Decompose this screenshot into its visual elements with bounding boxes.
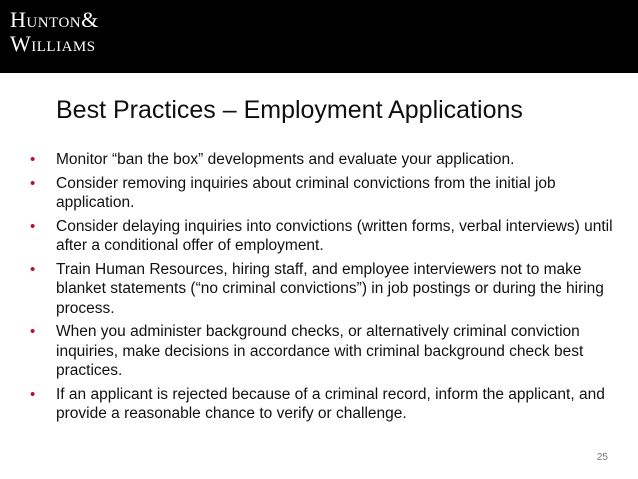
bullet-icon: • — [30, 217, 36, 235]
bullet-icon: • — [30, 174, 36, 192]
bullet-item — [28, 322, 618, 381]
bullet-item — [28, 260, 618, 319]
bullet-text: If an applicant is rejected because of a criminal record, inform the applicant, and provide a reasonable chance to verify or challenge. — [56, 385, 605, 422]
bullet-icon: • — [30, 151, 36, 168]
slide-title: Best Practices – Employment Applications — [56, 96, 523, 124]
logo-line-2: Williams — [10, 31, 96, 56]
bullet-icon: • — [30, 385, 36, 403]
bullet-item — [28, 385, 618, 424]
logo-line-1: Hunton& — [10, 7, 99, 32]
bullet-text: Train Human Resources, hiring staff, and employee interviewers not to make blanket statements (“no criminal convictions”) in job postings or during the hiring process. — [56, 260, 604, 317]
bullet-item — [28, 217, 618, 256]
bullet-icon: • — [30, 260, 36, 278]
page-number: 25 — [596, 452, 608, 463]
bullet-item — [28, 174, 618, 213]
bullet-icon: • — [30, 323, 36, 340]
bullet-list — [28, 150, 618, 428]
header-bar — [0, 0, 638, 73]
bullet-item — [28, 150, 618, 170]
bullet-text: Consider removing inquiries about criminal convictions from the initial job application. — [56, 174, 556, 211]
bullet-text: When you administer background checks, or alternatively criminal conviction inquiries, make decisions in accordance with criminal background check best practices. — [56, 323, 584, 379]
hunton-williams-logo — [10, 8, 99, 56]
bullet-text: Monitor “ban the box” developments and evaluate your application. — [56, 151, 515, 168]
bullet-text: Consider delaying inquiries into convictions (written forms, verbal interviews) until after a conditional offer of employment. — [56, 217, 613, 254]
